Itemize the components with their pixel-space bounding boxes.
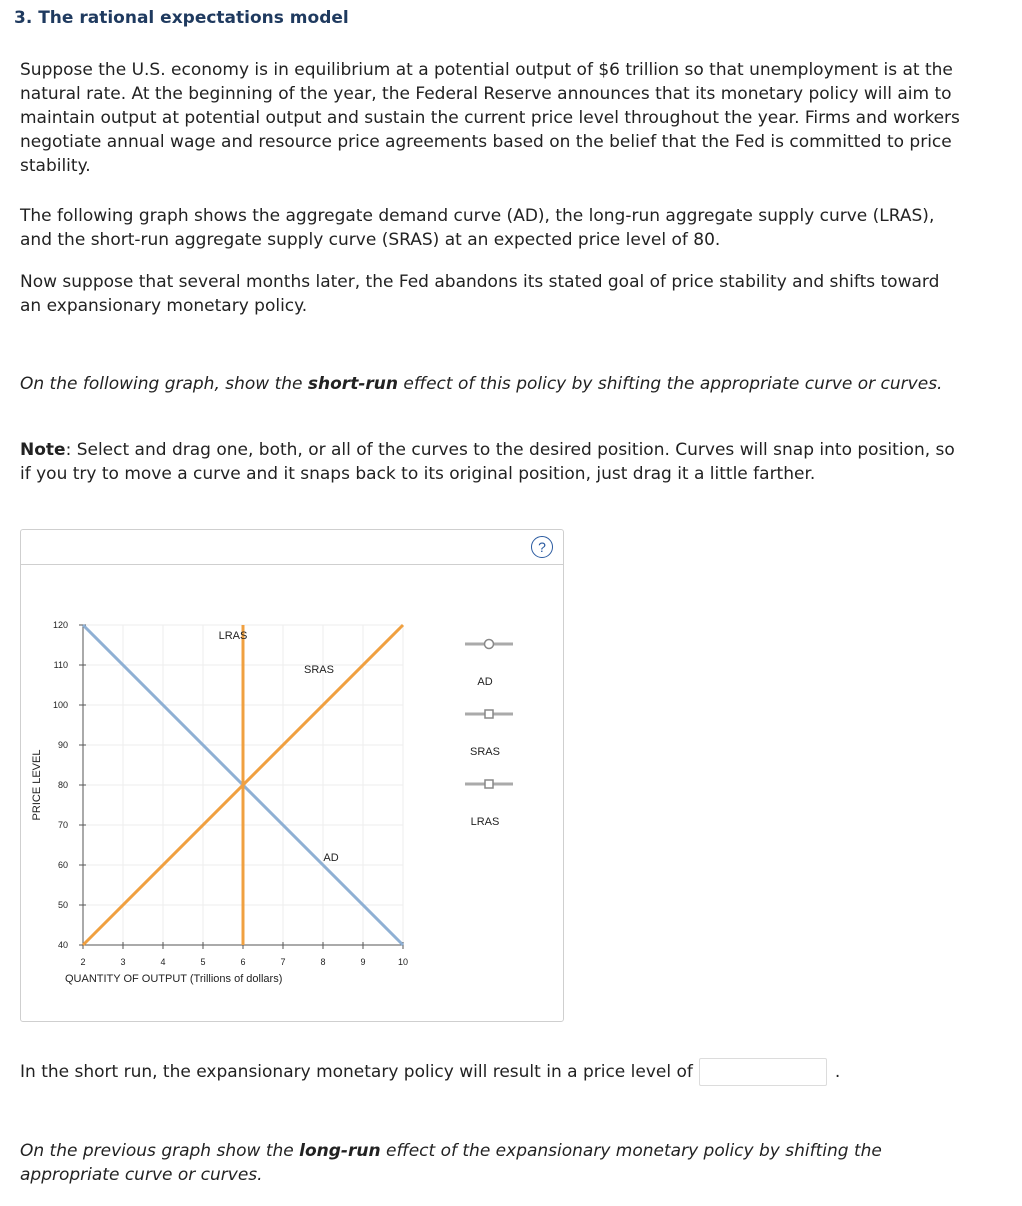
long-run-instruction-after: effect of the expansionary monetary policy by shifting the appropriate curve or curves. [20, 1141, 882, 1185]
intro-paragraph: Suppose the U.S. economy is in equilibrium at a potential output of $6 trillion so that unemployment is at the natural rate. At the beginning of the year, the Federal Reserve announces that its monetary policy will aim to maintain output at potential output and sustain the current price level throughout the year. Firms and workers negotiate annual wage and resource price agreements based on the belief that the Fed is committed to price stability. [20, 60, 960, 176]
policy-change-paragraph: Now suppose that several months later, the Fed abandons its stated goal of price stability and shifts toward an expansionary monetary policy. [20, 272, 940, 316]
graph-svg [21, 530, 563, 1021]
short-run-emphasis: short-run [307, 374, 398, 394]
lras-legend-marker[interactable] [485, 780, 493, 788]
x-tick-label: 2 [80, 957, 86, 967]
long-run-instruction-before: On the previous graph show the [20, 1141, 300, 1161]
answer-line [20, 1058, 840, 1086]
lras-legend-label: LRAS [470, 816, 500, 828]
ad-curve-label: AD [323, 852, 339, 864]
x-tick-label: 9 [360, 957, 366, 967]
price-level-input[interactable] [699, 1058, 827, 1086]
y-tick-label: 70 [57, 820, 68, 830]
ad-legend-label: AD [477, 676, 493, 688]
y-tick-label: 80 [57, 780, 68, 790]
lras-curve-label: LRAS [218, 630, 248, 642]
long-run-instruction [20, 1139, 960, 1187]
y-tick-label: 120 [52, 620, 68, 630]
x-tick-label: 7 [280, 957, 286, 967]
x-tick-label: 4 [160, 957, 166, 967]
answer-prompt: In the short run, the expansionary monetary policy will result in a price level of [20, 1062, 693, 1082]
x-axis-label: QUANTITY OF OUTPUT (Trillions of dollars) [65, 973, 283, 985]
y-tick-label: 100 [52, 700, 68, 710]
x-tick-label: 8 [320, 957, 326, 967]
ad-legend-marker[interactable] [485, 640, 494, 649]
sras-curve-label: SRAS [304, 664, 334, 676]
section-title: 3. The rational expectations model [14, 8, 349, 28]
short-run-instruction-before: On the following graph, show the [20, 374, 308, 394]
x-tick-label: 5 [200, 957, 206, 967]
y-tick-label: 40 [57, 940, 68, 950]
x-tick-label: 6 [240, 957, 246, 967]
sras-legend-marker[interactable] [485, 710, 493, 718]
y-tick-label: 50 [57, 900, 68, 910]
help-icon[interactable]: ? [531, 536, 553, 558]
long-run-emphasis: long-run [299, 1141, 381, 1161]
note-text: : Select and drag one, both, or all of the curves to the desired position. Curves will snap into position, so if you try to move a curve and it snaps back to its original position, just drag it a little farther. [20, 440, 955, 484]
sras-legend-label: SRAS [470, 746, 500, 758]
graph-panel [20, 529, 564, 1022]
y-tick-label: 110 [53, 660, 68, 670]
short-run-instruction [20, 372, 960, 396]
graph-description: The following graph shows the aggregate demand curve (AD), the long-run aggregate supply curve (LRAS), and the short-run aggregate supply curve (SRAS) at an expected price level of 80. [20, 206, 935, 250]
y-axis-label: PRICE LEVEL [31, 749, 43, 821]
x-tick-label: 10 [397, 957, 409, 967]
y-tick-label: 90 [57, 740, 68, 750]
legend [465, 640, 513, 829]
y-tick-label: 60 [57, 860, 68, 870]
answer-period: . [834, 1062, 841, 1082]
short-run-instruction-after: effect of this policy by shifting the appropriate curve or curves. [397, 374, 943, 394]
note-label: Note [20, 440, 66, 460]
x-tick-label: 3 [120, 957, 126, 967]
note-paragraph [20, 438, 960, 486]
